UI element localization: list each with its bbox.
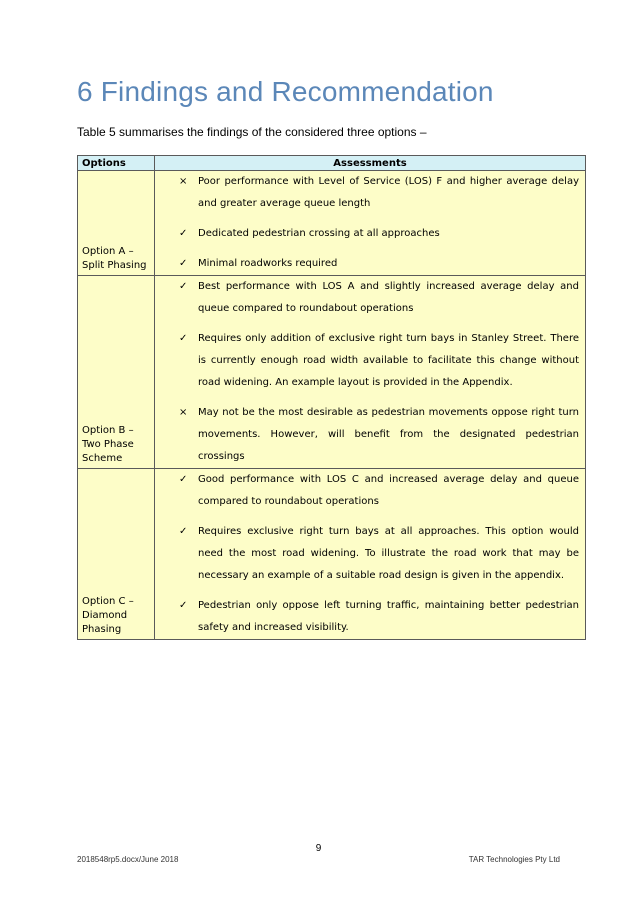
assessment-item <box>155 595 579 639</box>
assessment-text: Pedestrian only oppose left turning traffic, maintaining better pedestrian safety and increased visibility. <box>198 600 579 633</box>
assessment-item <box>155 469 579 513</box>
header-options: Options <box>78 156 155 171</box>
assessment-cell <box>155 171 586 276</box>
assessment-item <box>155 521 579 587</box>
assessment-text: Requires only addition of exclusive right turn bays in Stanley Street. There is currently enough road width available to facilitate this change without road widening. An example layout is provided in the Appendix. <box>198 333 579 388</box>
table-row <box>78 276 586 469</box>
assessment-text: Requires exclusive right turn bays at all approaches. This option would need the most road widening. To illustrate the road work that may be necessary an example of a suitable road design is given in the appendix. <box>198 526 579 581</box>
page-number: 9 <box>315 843 322 854</box>
assessment-text: Best performance with LOS A and slightly increased average delay and queue compared to roundabout operations <box>198 281 579 314</box>
intro-text: Table 5 summarises the findings of the considered three options – <box>77 125 427 139</box>
assessment-item <box>155 328 579 394</box>
option-label: Option B – Two Phase Scheme <box>78 276 155 469</box>
assessment-text: Dedicated pedestrian crossing at all approaches <box>198 228 440 239</box>
check-icon: ✓ <box>179 600 188 611</box>
assessment-item <box>155 253 579 275</box>
assessment-item <box>155 276 579 320</box>
check-icon: ✓ <box>179 474 188 485</box>
assessment-text: Poor performance with Level of Service (LOS) F and higher average delay and greater average queue length <box>198 176 579 209</box>
assessment-text: Good performance with LOS C and increased average delay and queue compared to roundabout operations <box>198 474 579 507</box>
table-header-row <box>78 156 586 171</box>
assessment-item <box>155 223 579 245</box>
assessment-item <box>155 402 579 468</box>
option-label: Option C – Diamond Phasing <box>78 469 155 640</box>
cross-icon: × <box>179 176 188 187</box>
check-icon: ✓ <box>179 258 188 269</box>
page-heading: 6 Findings and Recommendation <box>77 76 494 107</box>
footer-document-ref: 2018548rp5.docx/June 2018 <box>77 855 179 864</box>
assessment-item <box>155 171 579 215</box>
option-label: Option A – Split Phasing <box>78 171 155 276</box>
check-icon: ✓ <box>179 526 188 537</box>
assessment-cell <box>155 276 586 469</box>
assessment-cell <box>155 469 586 640</box>
header-assessments: Assessments <box>155 156 586 171</box>
assessment-text: May not be the most desirable as pedestrian movements oppose right turn movements. However, will benefit from the designated pedestrian crossings <box>198 407 579 462</box>
check-icon: ✓ <box>179 333 188 344</box>
table-row <box>78 469 586 640</box>
check-icon: ✓ <box>179 228 188 239</box>
cross-icon: × <box>179 407 188 418</box>
table-row <box>78 171 586 276</box>
findings-table <box>77 155 586 640</box>
assessment-text: Minimal roadworks required <box>198 258 338 269</box>
check-icon: ✓ <box>179 281 188 292</box>
footer-company: TAR Technologies Pty Ltd <box>468 855 560 864</box>
